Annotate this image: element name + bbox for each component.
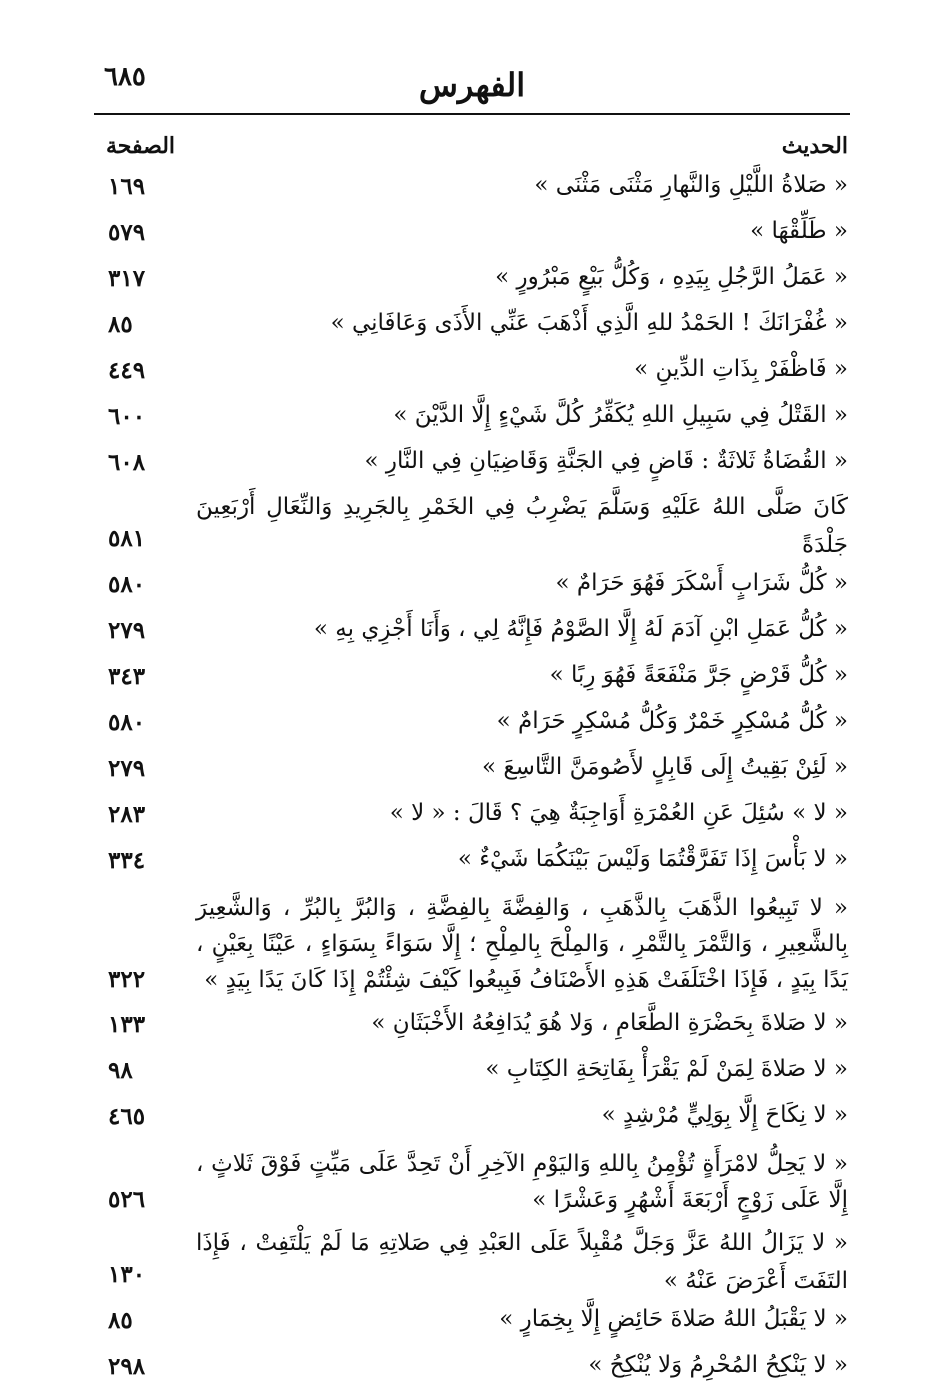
index-entry [96,258,848,304]
hadith-text: « القُضَاةُ ثَلاثَةٌ : قَاضٍ فِي الجَنَّةِ وَقَاضِيَانِ فِي النَّارِ » [364,448,848,474]
index-entry [96,702,848,748]
hadith-text: « لا يَحِلُّ لامْرَأَةٍ تُؤْمِنُ بِاللهِ وَاليَوْمِ الآخِرِ أَنْ تَحِدَّ عَلَى مَيِّتٍ فَوْقَ ثَلاثٍ ، إِلَّا عَلَى زَوْجٍ أَرْبَعَةَ أَشْهُرٍ وَعَشْرًا » [196,1151,848,1213]
hadith-text: « كُلُّ عَمَلِ ابْنِ آدَمَ لَهُ إِلَّا الصَّوْمُ فَإِنَّهُ لِي ، وَأَنَا أَجْزِي بِهِ » [313,616,848,642]
index-entry [96,794,848,840]
index-entry [96,564,848,610]
index-entry [96,1224,848,1300]
column-header-hadith: الحديث [781,133,848,159]
page-title: الفهرس [418,66,526,104]
hadith-text: « لا نِكَاحَ إِلَّا بِوَلِيٍّ مُرْشِدٍ » [601,1102,848,1128]
page-reference: ٥٨٠ [108,571,146,598]
column-header-page: الصفحة [106,133,176,159]
page-reference: ٨٥ [108,311,133,338]
page-reference: ٦٠٠ [108,403,146,430]
index-entry [96,488,848,564]
hadith-text: « لا صَلاةَ بِحَضْرَةِ الطَّعَامِ ، وَلا هُوَ يُدَافِعُهُ الأَخْبَثَانِ » [371,1010,848,1036]
hadith-text: « غُفْرَانَكَ ! الحَمْدُ للهِ الَّذِي أَذْهَبَ عَنِّي الأَذَى وَعَافَانِي » [330,310,848,336]
page-reference: ٥٧٩ [108,219,146,246]
index-entry [96,1142,848,1224]
hadith-text: « لا صَلاةَ لِمَنْ لَمْ يَقْرَأْ بِفَاتِحَةِ الكِتَابِ » [485,1056,848,1082]
index-entry [96,656,848,702]
hadith-text: « كُلُّ شَرَابٍ أَسْكَرَ فَهُوَ حَرَامٌ » [555,570,848,596]
page-reference: ٤٦٥ [108,1103,146,1130]
hadith-text: « لا يَقْبَلُ اللهُ صَلاةَ حَائِضٍ إِلَّا بِخِمَارٍ » [499,1306,848,1332]
index-entry [96,886,848,1004]
hadith-text: « طَلِّقْهَا » [750,218,848,244]
index-entry [96,610,848,656]
page-reference: ٣٣٤ [108,847,146,874]
page-reference: ١٣٣ [108,1011,146,1038]
page-reference: ٤٤٩ [108,357,146,384]
page-reference: ٢٧٩ [108,755,146,782]
page-reference: ٥٢٦ [108,1186,146,1213]
index-entry [96,212,848,258]
index-entry [96,840,848,886]
page-reference: ٢٧٩ [108,617,146,644]
hadith-text: « لا بَأْسَ إِذَا تَفَرَّقْتُمَا وَلَيْسَ بَيْنَكُمَا شَيْءٌ » [457,846,848,872]
page-reference: ٣١٧ [108,265,146,292]
page-reference: ٣٤٣ [108,663,146,690]
index-entry [96,1096,848,1142]
page-reference: ٩٨ [108,1057,133,1084]
page-reference: ٨٥ [108,1307,133,1334]
hadith-text: كَانَ صَلَّى اللهُ عَلَيْهِ وَسَلَّمَ يَضْرِبُ فِي الخَمْرِ بِالجَرِيدِ وَالنِّعَالِ أَرْبَعِينَ جَلْدَةً [196,494,848,558]
index-entry [96,748,848,794]
index-entry [96,396,848,442]
hadith-text: « لا » سُئِلَ عَنِ العُمْرَةِ أَوَاجِبَةٌ هِيَ ؟ قَالَ : « لا » [389,800,848,826]
hadith-text: « لا يَزَالُ اللهُ عَزَّ وَجَلَّ مُقْبِلاً عَلَى العَبْدِ فِي صَلاتِهِ مَا لَمْ يَلْتَفِتْ ، فَإِذَا التَفَتَ أَعْرَضَ عَنْهُ » [196,1230,848,1294]
index-entry [96,1346,848,1392]
hadith-text: « صَلاةُ اللَّيْلِ وَالنَّهارِ مَثْنَى مَثْنَى » [534,172,848,198]
hadith-text: « كُلُّ قَرْضٍ جَرَّ مَنْفَعَةً فَهُوَ رِبًا » [549,662,848,688]
hadith-text: « لا يَنْكِحُ المُحْرِمُ وَلا يُنْكِحُ » [588,1352,848,1378]
page-reference: ٥٨٠ [108,709,146,736]
hadith-text: « لَئِنْ بَقِيتُ إِلَى قَابِلٍ لأَصُومَنَّ التَّاسِعَ » [482,754,848,780]
page-reference: ١٣٠ [108,1261,146,1288]
index-entry [96,1004,848,1050]
index-entry [96,1050,848,1096]
hadith-text: « كُلُّ مُسْكِرٍ خَمْرٌ وَكُلُّ مُسْكِرٍ حَرَامٌ » [496,708,848,734]
page-reference: ٢٨٣ [108,801,146,828]
index-entry [96,166,848,212]
page-number: ٦٨٥ [104,62,146,92]
index-entry [96,304,848,350]
hadith-text: « القَتْلُ فِي سَبِيلِ اللهِ يُكَفِّرُ كُلَّ شَيْءٍ إِلَّا الدَّيْنَ » [393,402,848,428]
index-entry [96,350,848,396]
page-reference: ٢٩٨ [108,1353,146,1380]
index-entry [96,1300,848,1346]
page-reference: ٥٨١ [108,525,146,552]
hadith-text: « فَاظْفَرْ بِذَاتِ الدِّينِ » [634,356,848,382]
header-divider [94,113,850,115]
page-reference: ٣٢٢ [108,966,146,993]
hadith-index-list [96,166,848,1392]
hadith-text: « عَمَلُ الرَّجُلِ بِيَدِهِ ، وَكُلُّ بَيْعٍ مَبْرُورٍ » [495,264,848,290]
page-reference: ٦٠٨ [108,449,146,476]
page-reference: ١٦٩ [108,173,146,200]
index-entry [96,442,848,488]
hadith-text: « لا تَبِيعُوا الذَّهَبَ بِالذَّهَبِ ، وَالفِضَّةَ بِالفِضَّةِ ، وَالبُرَّ بِالبُرِّ ، وَالشَّعِيرَ بِالشَّعِيرِ ، وَالتَّمْرَ بِالتَّمْرِ ، وَالمِلْحَ بِالمِلْحِ ؛ إِلَّا سَوَاءً بِسَوَاءٍ ، عَيْنًا بِعَيْنٍ ، يَدًا بِيَدٍ ، فَإِذَا اخْتَلَفَتْ هَذِهِ الأَصْنَافُ فَبِيعُوا كَيْفَ شِئْتُمْ إِذَا كَانَ يَدًا بِيَدٍ » [196,895,848,993]
